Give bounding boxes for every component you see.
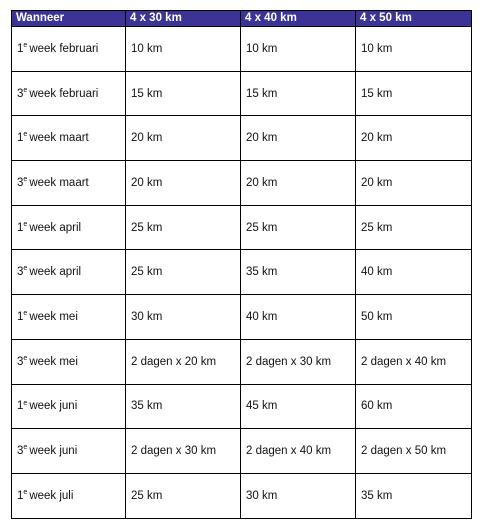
week-label: week april	[29, 266, 82, 279]
when-cell	[12, 473, 126, 518]
cell-4x40: 20 km	[241, 116, 356, 161]
week-number: 1	[17, 42, 24, 55]
table-row	[12, 250, 472, 295]
week-label: week april	[29, 221, 82, 234]
cell-4x40: 35 km	[241, 250, 356, 295]
when-cell	[12, 429, 126, 474]
when-cell	[12, 161, 126, 206]
cell-4x50: 15 km	[356, 71, 472, 116]
cell-4x40: 2 dagen x 30 km	[241, 339, 356, 384]
week-label: week maart	[29, 132, 89, 145]
ordinal-suffix: e	[23, 488, 28, 496]
schedule-table	[11, 10, 472, 519]
week-label: week mei	[29, 310, 78, 323]
table-row	[12, 295, 472, 340]
cell-4x30: 20 km	[126, 116, 241, 161]
cell-4x50: 25 km	[356, 205, 472, 250]
week-number: 1	[17, 400, 24, 413]
ordinal-suffix: e	[23, 131, 28, 139]
week-number: 1	[17, 310, 24, 323]
cell-4x50: 40 km	[356, 250, 472, 295]
week-number: 3	[17, 445, 24, 458]
when-cell	[12, 116, 126, 161]
cell-4x40: 20 km	[241, 161, 356, 206]
cell-4x50: 2 dagen x 50 km	[356, 429, 472, 474]
cell-4x40: 40 km	[241, 295, 356, 340]
cell-4x30: 25 km	[126, 250, 241, 295]
ordinal-suffix: e	[23, 354, 28, 362]
when-cell	[12, 295, 126, 340]
cell-4x50: 10 km	[356, 27, 472, 72]
cell-4x50: 35 km	[356, 473, 472, 518]
when-cell	[12, 71, 126, 116]
ordinal-suffix: e	[23, 444, 28, 452]
ordinal-suffix: e	[23, 310, 28, 318]
cell-4x40: 15 km	[241, 71, 356, 116]
cell-4x50: 20 km	[356, 116, 472, 161]
table-row	[12, 161, 472, 206]
cell-4x30: 2 dagen x 20 km	[126, 339, 241, 384]
ordinal-suffix: e	[23, 265, 28, 273]
table-row	[12, 473, 472, 518]
cell-4x40: 25 km	[241, 205, 356, 250]
header-4x50: 4 x 50 km	[356, 11, 472, 27]
week-number: 3	[17, 266, 24, 279]
week-number: 1	[17, 221, 24, 234]
cell-4x50: 60 km	[356, 384, 472, 429]
table-row	[12, 205, 472, 250]
cell-4x30: 10 km	[126, 27, 241, 72]
cell-4x50: 50 km	[356, 295, 472, 340]
week-number: 1	[17, 489, 24, 502]
week-label: week juni	[29, 445, 78, 458]
week-number: 3	[17, 355, 24, 368]
ordinal-suffix: e	[23, 176, 28, 184]
ordinal-suffix: e	[23, 399, 28, 407]
cell-4x30: 15 km	[126, 71, 241, 116]
header-4x40: 4 x 40 km	[241, 11, 356, 27]
cell-4x50: 2 dagen x 40 km	[356, 339, 472, 384]
cell-4x30: 25 km	[126, 473, 241, 518]
when-cell	[12, 339, 126, 384]
training-schedule	[11, 10, 471, 519]
week-label: week juni	[29, 400, 78, 413]
week-label: week maart	[29, 176, 89, 189]
header-when: Wanneer	[12, 11, 126, 27]
week-number: 3	[17, 87, 24, 100]
table-row	[12, 27, 472, 72]
cell-4x30: 25 km	[126, 205, 241, 250]
ordinal-suffix: e	[23, 220, 28, 228]
table-row	[12, 71, 472, 116]
week-label: week juli	[29, 489, 74, 502]
cell-4x30: 2 dagen x 30 km	[126, 429, 241, 474]
ordinal-suffix: e	[23, 86, 28, 94]
table-row	[12, 116, 472, 161]
cell-4x40: 2 dagen x 40 km	[241, 429, 356, 474]
cell-4x40: 30 km	[241, 473, 356, 518]
week-number: 3	[17, 176, 24, 189]
week-label: week februari	[29, 87, 99, 100]
header-row	[12, 11, 472, 27]
cell-4x30: 35 km	[126, 384, 241, 429]
week-label: week mei	[29, 355, 78, 368]
header-4x30: 4 x 30 km	[126, 11, 241, 27]
table-row	[12, 384, 472, 429]
week-number: 1	[17, 132, 24, 145]
table-row	[12, 429, 472, 474]
cell-4x40: 45 km	[241, 384, 356, 429]
when-cell	[12, 384, 126, 429]
week-label: week februari	[29, 42, 99, 55]
ordinal-suffix: e	[23, 42, 28, 50]
table-row	[12, 339, 472, 384]
when-cell	[12, 250, 126, 295]
cell-4x40: 10 km	[241, 27, 356, 72]
when-cell	[12, 27, 126, 72]
when-cell	[12, 205, 126, 250]
cell-4x30: 30 km	[126, 295, 241, 340]
cell-4x30: 20 km	[126, 161, 241, 206]
cell-4x50: 20 km	[356, 161, 472, 206]
